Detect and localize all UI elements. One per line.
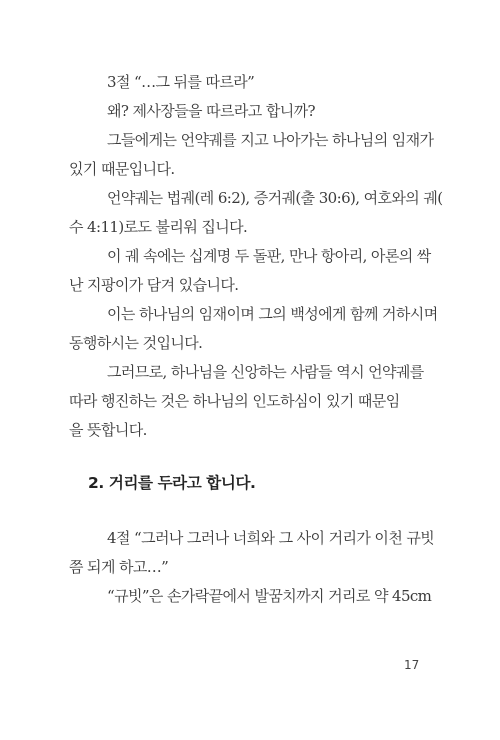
page-number: 17: [404, 658, 420, 672]
paragraph: [88, 97, 438, 126]
text-line: “규빗”은 손가락끝에서 발꿈치까지 거리로 약 45cm: [107, 587, 432, 605]
text-line: 3절 “…그 뒤를 따르라”: [107, 73, 255, 91]
body-text: [69, 68, 443, 611]
paragraph: [69, 524, 438, 582]
text-line: 그러므로, 하나님을 신앙하는 사람들 역시 언약궤를: [107, 363, 424, 381]
text-line: 난 지팡이가 담겨 있습니다.: [69, 276, 239, 294]
text-line: 쯤 되게 하고…”: [69, 558, 169, 576]
paragraph: [88, 68, 438, 97]
section-1-paragraphs: [69, 68, 443, 445]
section-heading: 2. 거리를 두라고 합니다.: [88, 474, 256, 492]
text-line: 따라 행진하는 것은 하나님의 인도하심이 있기 때문임: [69, 392, 400, 410]
text-line: 수 4:11)로도 불리워 집니다.: [69, 218, 248, 236]
text-line: 있기 때문입니다.: [69, 160, 175, 178]
paragraph: [69, 242, 438, 300]
text-line: 왜? 제사장들을 따르라고 합니까?: [107, 102, 315, 120]
text-line: 4절 “그러나 그러나 너희와 그 사이 거리가 이천 규빗: [107, 529, 435, 547]
paragraph: [69, 126, 438, 184]
paragraph: [69, 300, 438, 358]
text-line: 동행하시는 것입니다.: [69, 334, 203, 352]
paragraph: [69, 184, 443, 242]
text-line: 그들에게는 언약궤를 지고 나아가는 하나님의 임재가: [107, 131, 434, 149]
text-line: 이 궤 속에는 십계명 두 돌판, 만나 항아리, 아론의 싹: [107, 247, 431, 265]
text-line: 언약궤는 법궤(레 6:2), 증거궤(출 30:6), 여호와의 궤(: [107, 189, 443, 207]
paragraph: [69, 358, 438, 445]
paragraph: [88, 582, 438, 611]
section-2-paragraphs: [69, 524, 438, 611]
text-line: 이는 하나님의 임재이며 그의 백성에게 함께 거하시며: [107, 305, 438, 323]
text-line: 을 뜻합니다.: [69, 421, 147, 439]
